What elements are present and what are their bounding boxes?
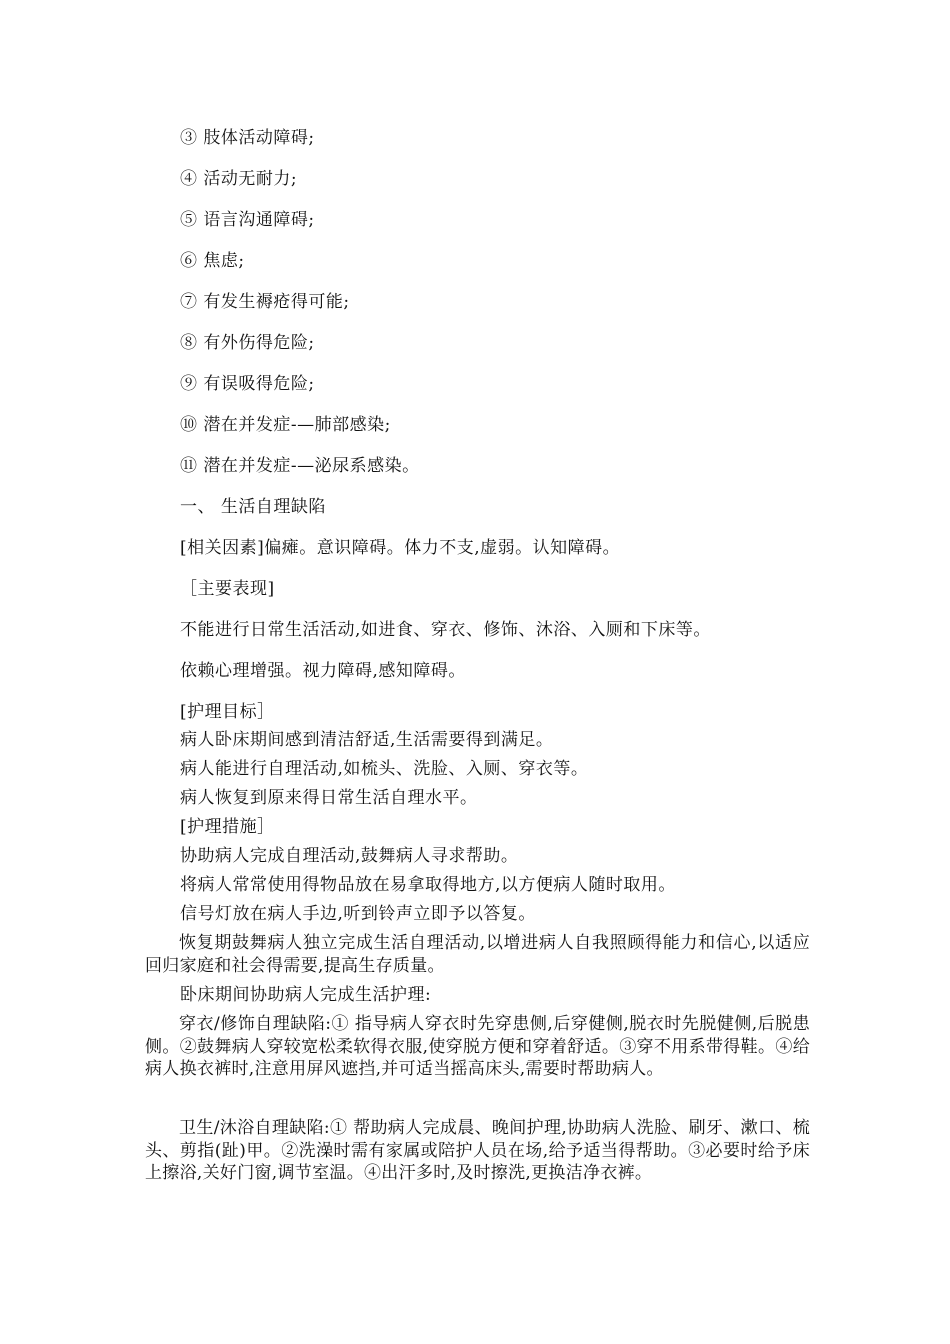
- hygiene-paragraph: 卫生/沐浴自理缺陷:① 帮助病人完成晨、晚间护理,协助病人洗脸、刷牙、漱口、梳头、剪指(趾)甲。②洗澡时需有家属或陪护人员在场,给予适当得帮助。③必要时给予床上擦浴,关好门窗,调节室温。④出汗多时,及时擦洗,更换洁净衣裤。: [145, 1118, 810, 1183]
- list-item: ④ 活动无耐力;: [180, 169, 298, 189]
- list-item: ⑥ 焦虑;: [180, 251, 245, 271]
- dressing-paragraph: 穿衣/修饰自理缺陷:① 指导病人穿衣时先穿患侧,后穿健侧,脱衣时先脱健侧,后脱患侧。②鼓舞病人穿较宽松柔软得衣服,使穿脱方便和穿着舒适。③穿不用系带得鞋。④给病人换衣裤时,注意用屏风遮挡,并可适当摇高床头,需要时帮助病人。: [145, 1014, 810, 1079]
- measure-line: 将病人常常使用得物品放在易拿取得地方,以方便病人随时取用。: [180, 875, 676, 895]
- goal-line: 病人恢复到原来得日常生活自理水平。: [180, 788, 478, 808]
- list-item: ⑧ 有外伤得危险;: [180, 333, 315, 353]
- list-item: ⑤ 语言沟通障碍;: [180, 210, 315, 230]
- list-item: ⑩ 潜在并发症-—肺部感染;: [180, 415, 391, 435]
- recovery-paragraph: 恢复期鼓舞病人独立完成生活自理活动,以增进病人自我照顾得能力和信心,以适应回归家庭和社会得需要,提高生存质量。: [145, 933, 810, 976]
- manifestation-line: 依赖心理增强。视力障碍,感知障碍。: [180, 661, 466, 681]
- list-item: ⑨ 有误吸得危险;: [180, 374, 315, 394]
- manifestation-line: 不能进行日常生活活动,如进食、穿衣、修饰、沐浴、入厕和下床等。: [180, 620, 711, 640]
- measures-heading: [护理措施］: [180, 817, 275, 837]
- measure-line: 协助病人完成自理活动,鼓舞病人寻求帮助。: [180, 846, 519, 866]
- manifestations-heading: ［主要表现]: [180, 579, 275, 599]
- goal-line: 病人卧床期间感到清洁舒适,生活需要得到满足。: [180, 730, 554, 750]
- list-item: ⑦ 有发生褥疮得可能;: [180, 292, 350, 312]
- measure-line: 信号灯放在病人手边,听到铃声立即予以答复。: [180, 904, 536, 924]
- list-item: ⑪ 潜在并发症-—泌尿系感染。: [180, 456, 420, 476]
- goals-heading: [护理目标］: [180, 702, 275, 722]
- bed-rest-line: 卧床期间协助病人完成生活护理:: [180, 985, 432, 1005]
- goal-line: 病人能进行自理活动,如梳头、洗脸、入厕、穿衣等。: [180, 759, 589, 779]
- section-title: 一、 生活自理缺陷: [180, 497, 326, 517]
- list-item: ③ 肢体活动障碍;: [180, 128, 315, 148]
- related-factors: [相关因素]偏瘫。意识障碍。体力不支,虚弱。认知障碍。: [180, 538, 621, 558]
